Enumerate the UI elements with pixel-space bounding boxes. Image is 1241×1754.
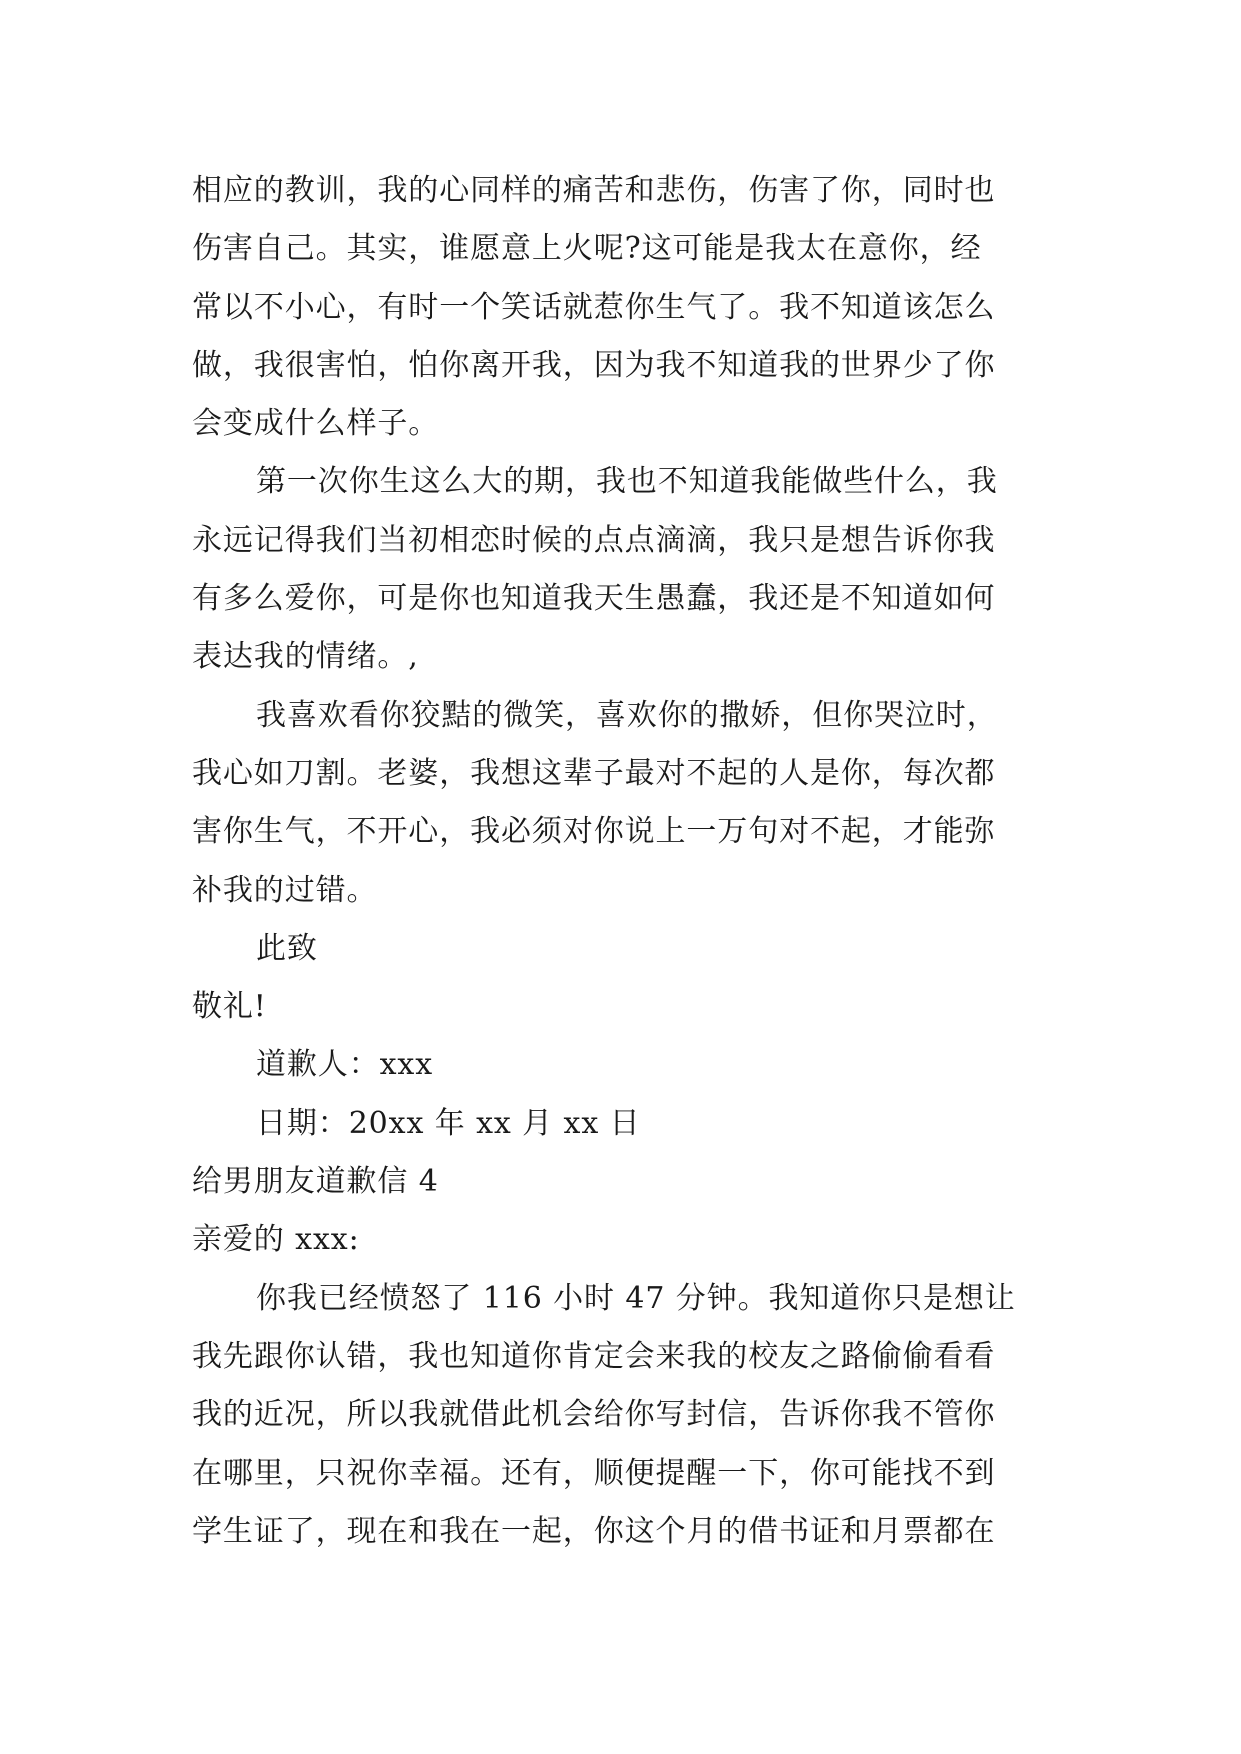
text-line: 表达我的情绪。,	[192, 639, 419, 675]
text-line: 亲爱的 xxx:	[192, 1222, 360, 1258]
text-line: 敬礼!	[192, 989, 267, 1025]
text-line: 永远记得我们当初相恋时候的点点滴滴，我只是想告诉你我	[192, 522, 996, 558]
text-line: 害你生气，不开心，我必须对你说上一万句对不起，才能弥	[192, 814, 996, 850]
text-line: 日期：20xx 年 xx 月 xx 日	[256, 1105, 641, 1141]
text-line: 在哪里，只祝你幸福。还有，顺便提醒一下，你可能找不到	[192, 1455, 996, 1491]
text-line: 伤害自己。其实，谁愿意上火呢?这可能是我太在意你，经	[192, 231, 982, 267]
text-line: 我心如刀割。老婆，我想这辈子最对不起的人是你，每次都	[192, 755, 996, 791]
text-line: 你我已经愤怒了 116 小时 47 分钟。我知道你只是想让	[256, 1280, 1016, 1316]
text-line: 此致	[256, 930, 318, 966]
document-body	[192, 162, 1072, 1561]
text-line: 补我的过错。	[192, 872, 378, 908]
text-line: 有多么爱你，可是你也知道我天生愚蠢，我还是不知道如何	[192, 581, 996, 617]
text-line: 会变成什么样子。	[192, 406, 440, 442]
text-line: 学生证了，现在和我在一起，你这个月的借书证和月票都在	[192, 1513, 996, 1549]
text-line: 我的近况，所以我就借此机会给你写封信，告诉你我不管你	[192, 1397, 996, 1433]
text-line: 常以不小心，有时一个笑话就惹你生气了。我不知道该怎么	[192, 289, 996, 325]
text-line: 相应的教训，我的心同样的痛苦和悲伤，伤害了你，同时也	[192, 173, 996, 208]
text-line: 我先跟你认错，我也知道你肯定会来我的校友之路偷偷看看	[192, 1338, 996, 1374]
text-line: 道歉人：xxx	[256, 1047, 434, 1083]
text-line: 第一次你生这么大的期，我也不知道我能做些什么，我	[256, 464, 998, 500]
text-line: 给男朋友道歉信 4	[192, 1164, 439, 1200]
text-line: 我喜欢看你狡黠的微笑，喜欢你的撒娇，但你哭泣时，	[256, 697, 998, 733]
text-line: 做，我很害怕，怕你离开我，因为我不知道我的世界少了你	[192, 347, 996, 383]
